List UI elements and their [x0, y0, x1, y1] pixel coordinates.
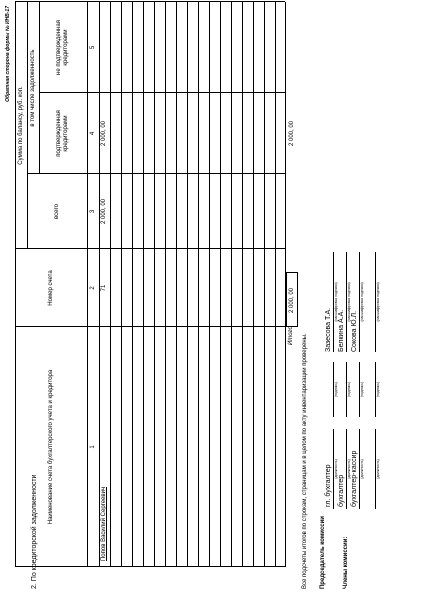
section-title: 2. По кредиторской задолженности: [31, 474, 38, 589]
creditor-table: [15, 2, 285, 567]
caption-position: (должность): [360, 459, 364, 479]
row-creditor-name: Попов Василий Сергеевич: [101, 486, 107, 561]
caption-signature: (подпись): [334, 381, 338, 398]
caption-signature: (подпись): [376, 381, 380, 398]
header-account-number: Номер счета: [47, 270, 54, 306]
header-including: в том числе задолженность: [30, 49, 37, 127]
total-total: 2 000, 00: [288, 287, 295, 314]
row-confirmed: 2 000, 00: [101, 120, 108, 147]
caption-signature: (подпись): [347, 381, 351, 398]
total-label: Итого: [288, 326, 294, 345]
header-account-name: Наименование счета бухгалтерского учета и кредитора: [47, 369, 54, 525]
col-number-4: 4: [89, 131, 96, 136]
row-total: 2 000, 00: [101, 198, 108, 225]
chairman-name: Зазесова Т.А.: [325, 307, 332, 352]
chairman-position: гл. бухгалтер: [325, 464, 332, 507]
caption-decoding: (расшифровка подписи): [376, 282, 380, 322]
col-number-1: 1: [89, 445, 96, 449]
member1-name: Белкина А.А.: [338, 309, 345, 352]
header-total: всего: [53, 204, 60, 219]
chairman-label: Председатель комиссии: [320, 516, 326, 589]
members-label: Члены комиссии:: [343, 536, 349, 589]
caption-decoding: (расшифровка подписи): [360, 282, 364, 322]
header-balance-group: Сумма по балансу, руб. коп.: [18, 86, 25, 165]
caption-decoding: (расшифровка подписи): [334, 282, 338, 322]
header-confirmed: подтвержденная кредиторами: [56, 110, 69, 157]
caption-signature: (подпись): [360, 381, 364, 398]
verification-note: Все подсчеты итогов по строкам, страницам и в целом по акту инвентаризации проверены.: [302, 333, 308, 589]
member2-position: бухгалтер-кассир: [351, 450, 358, 507]
member2-name: Сокова Ю.Л.: [351, 310, 358, 352]
row-account-number: 71: [101, 284, 108, 292]
header-unconfirmed: не подтвержденная кредиторами: [56, 20, 69, 75]
caption-position: (должность): [376, 459, 380, 479]
col-number-5: 5: [89, 45, 96, 50]
col-number-3: 3: [89, 209, 96, 214]
member1-position: бухгалтер: [338, 474, 345, 507]
caption-position: (должность): [334, 459, 338, 479]
form-reference: Обратная сторона формы № ИНВ-17: [5, 6, 11, 102]
total-confirmed: 2 000, 00: [288, 120, 295, 147]
caption-position: (должность): [347, 459, 351, 479]
caption-decoding: (расшифровка подписи): [347, 282, 351, 322]
col-number-2: 2: [89, 286, 96, 290]
